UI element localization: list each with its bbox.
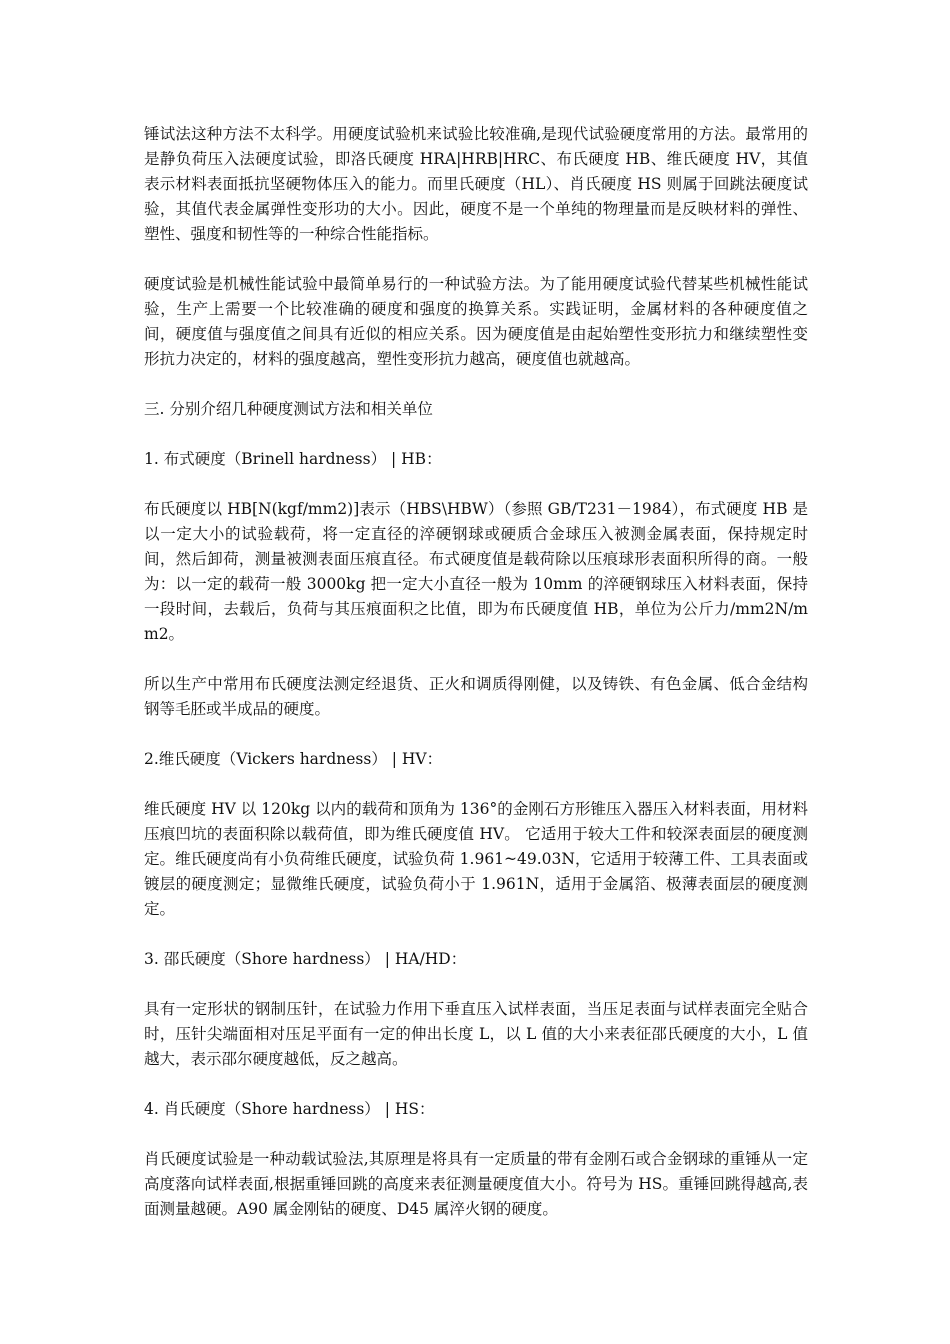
heading-vickers: 2.维氏硬度（Vickers hardness） | HV： [144,750,443,768]
paragraph-hardness-strength-relation: 硬度试验是机械性能试验中最简单易行的一种试验方法。为了能用硬度试验代替某些机械性能试验，生产上需要一个比较准确的硬度和强度的换算关系。实践证明，金属材料的各种硬度值之间，硬度值与强度值之间具有近似的相应关系。因为硬度值是由起始塑性变形抗力和继续塑性变形抗力决定的，材料的强度越高，塑性变形抗力越高，硬度值也就越高。 [144,275,808,368]
paragraph-shore-hs: 肖氏硬度试验是一种动载试验法,其原理是将具有一定质量的带有金刚石或合金钢球的重锤从一定高度落向试样表面,根据重锤回跳的高度来表征测量硬度值大小。符号为 HS。重锤回跳得越高,表面测量越硬。A90 属金刚钻的硬度、D45 属淬火钢的硬度。 [144,1150,808,1218]
heading-brinell: 1. 布式硬度（Brinell hardness） | HB： [144,450,442,468]
paragraph-vickers: 维氏硬度 HV 以 120kg 以内的载荷和顶角为 136°的金刚石方形锥压入器压入材料表面，用材料压痕凹坑的表面积除以载荷值，即为维氏硬度值 HV。 它适用于较大工件和较深表面层的硬度测定。维氏硬度尚有小负荷维氏硬度，试验负荷 1.961~49.03N，它适用于较薄工件、工具表面或镀层的硬度测定；显微维氏硬度，试验负荷小于 1.961N，适用于金属箔、极薄表面层的硬度测定。 [144,800,808,918]
paragraph-hardness-methods: 锤试法这种方法不太科学。用硬度试验机来试验比较准确,是现代试验硬度常用的方法。最常用的是静负荷压入法硬度试验，即洛氏硬度 HRA|HRB|HRC、布氏硬度 HB、维氏硬度 HV，其值表示材料表面抵抗坚硬物体压入的能力。而里氏硬度（HL）、肖氏硬度 HS 则属于回跳法硬度试验，其值代表金属弹性变形功的大小。因此，硬度不是一个单纯的物理量而是反映材料的弹性、塑性、强度和韧性等的一种综合性能指标。 [144,125,808,243]
section-heading-3: 三. 分别介绍几种硬度测试方法和相关单位 [144,400,433,418]
paragraph-brinell-definition: 布氏硬度以 HB[N(kgf/mm2)]表示（HBS\HBW）（参照 GB/T231－1984），布式硬度 HB 是以一定大小的试验载荷，将一定直径的淬硬钢球或硬质合金球压入被测金属表面，保持规定时间，然后卸荷，测量被测表面压痕直径。布式硬度值是载荷除以压痕球形表面积所得的商。一般为：以一定的载荷一般 3000kg 把一定大小直径一般为 10mm 的淬硬钢球压入材料表面，保持一段时间，去载后，负荷与其压痕面积之比值，即为布氏硬度值 HB，单位为公斤力/mm2N/mm2。 [144,500,808,643]
paragraph-brinell-usage: 所以生产中常用布氏硬度法测定经退货、正火和调质得刚健，以及铸铁、有色金属、低合金结构钢等毛胚或半成品的硬度。 [144,675,808,718]
paragraph-shore-ha: 具有一定形状的钢制压针，在试验力作用下垂直压入试样表面，当压足表面与试样表面完全贴合时，压针尖端面相对压足平面有一定的伸出长度 L，以 L 值的大小来表征邵氏硬度的大小，L 值越大，表示邵尔硬度越低，反之越高。 [144,1000,808,1068]
document-page [144,122,808,1247]
heading-shore-hs: 4. 肖氏硬度（Shore hardness） | HS： [144,1100,435,1118]
heading-shore-ha: 3. 邵氏硬度（Shore hardness） | HA/HD： [144,950,467,968]
